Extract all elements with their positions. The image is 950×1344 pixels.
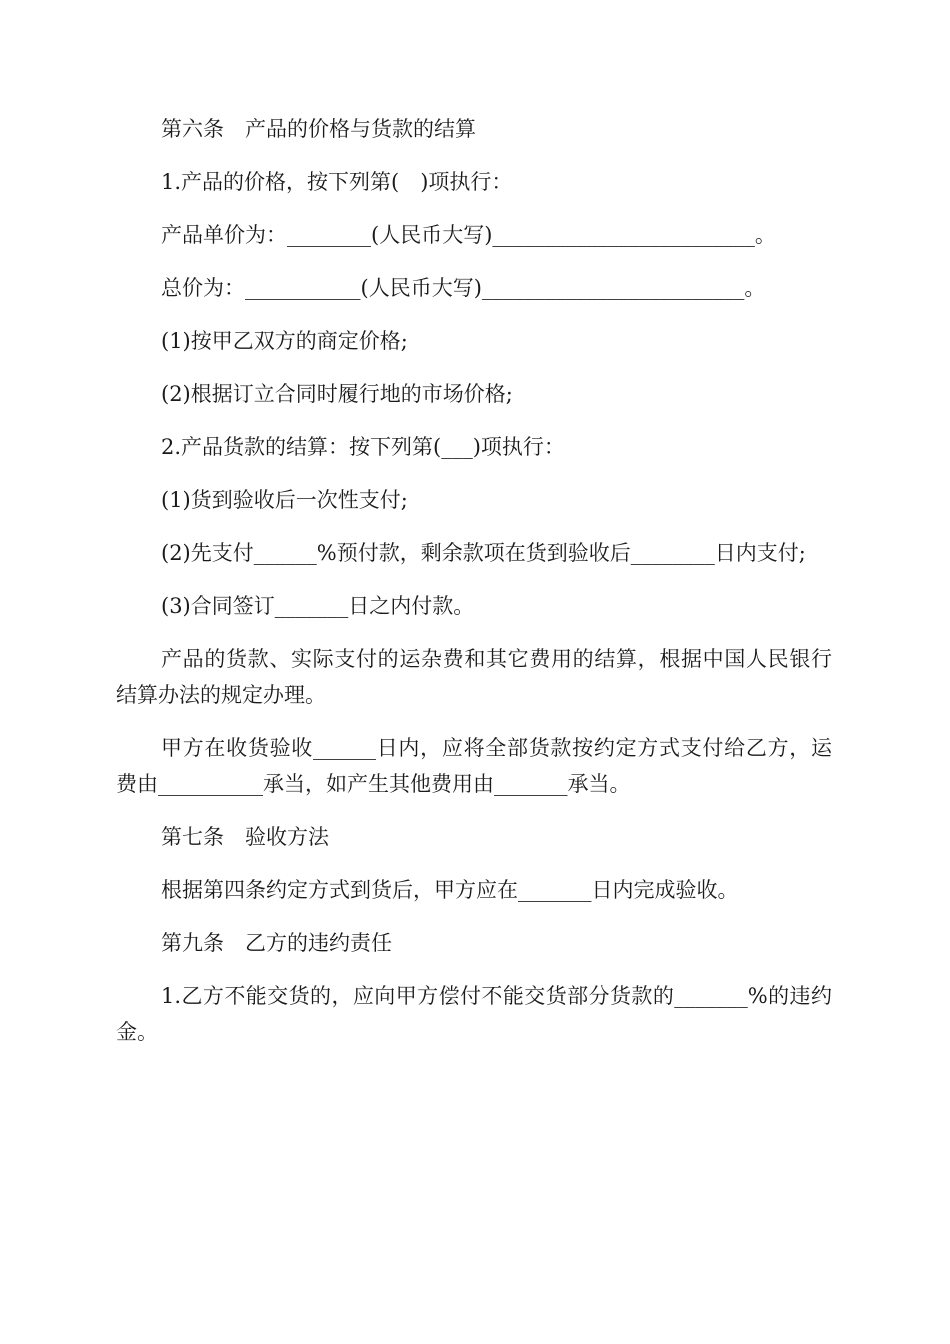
settlement-option-3: (3)合同签订_______日之内付款。 xyxy=(161,594,475,618)
article-9-heading: 第九条 乙方的违约责任 xyxy=(161,931,392,955)
breach-clause-1: 1.乙方不能交货的，应向甲方偿付不能交货部分货款的_______%的违约金。 xyxy=(116,984,832,1044)
settlement-clause: 2.产品货款的结算：按下列第(___)项执行： xyxy=(161,435,565,459)
unit-price-line: 产品单价为：________(人民币大写)_________________________。 xyxy=(161,223,776,247)
price-clause: 1.产品的价格，按下列第( )项执行： xyxy=(161,170,513,194)
article-6-heading: 第六条 产品的价格与货款的结算 xyxy=(161,117,476,141)
settlement-rules-paragraph: 产品的货款、实际支付的运杂费和其它费用的结算，根据中国人民银行结算办法的规定办理。 xyxy=(116,647,832,707)
settlement-option-1: (1)货到验收后一次性支付; xyxy=(161,488,408,512)
article-7-heading: 第七条 验收方法 xyxy=(161,825,329,849)
price-option-2: (2)根据订立合同时履行地的市场价格; xyxy=(161,382,513,406)
acceptance-paragraph: 根据第四条约定方式到货后，甲方应在_______日内完成验收。 xyxy=(161,878,739,902)
payment-terms-paragraph: 甲方在收货验收______日内，应将全部货款按约定方式支付给乙方，运费由__________承当，如产生其他费用由_______承当。 xyxy=(116,736,832,796)
settlement-option-2: (2)先支付______%预付款，剩余款项在货到验收后________日内支付; xyxy=(161,541,806,565)
document-body xyxy=(116,111,832,1067)
price-option-1: (1)按甲乙双方的商定价格; xyxy=(161,329,408,353)
total-price-line: 总价为：___________(人民币大写)_________________________。 xyxy=(161,276,766,300)
